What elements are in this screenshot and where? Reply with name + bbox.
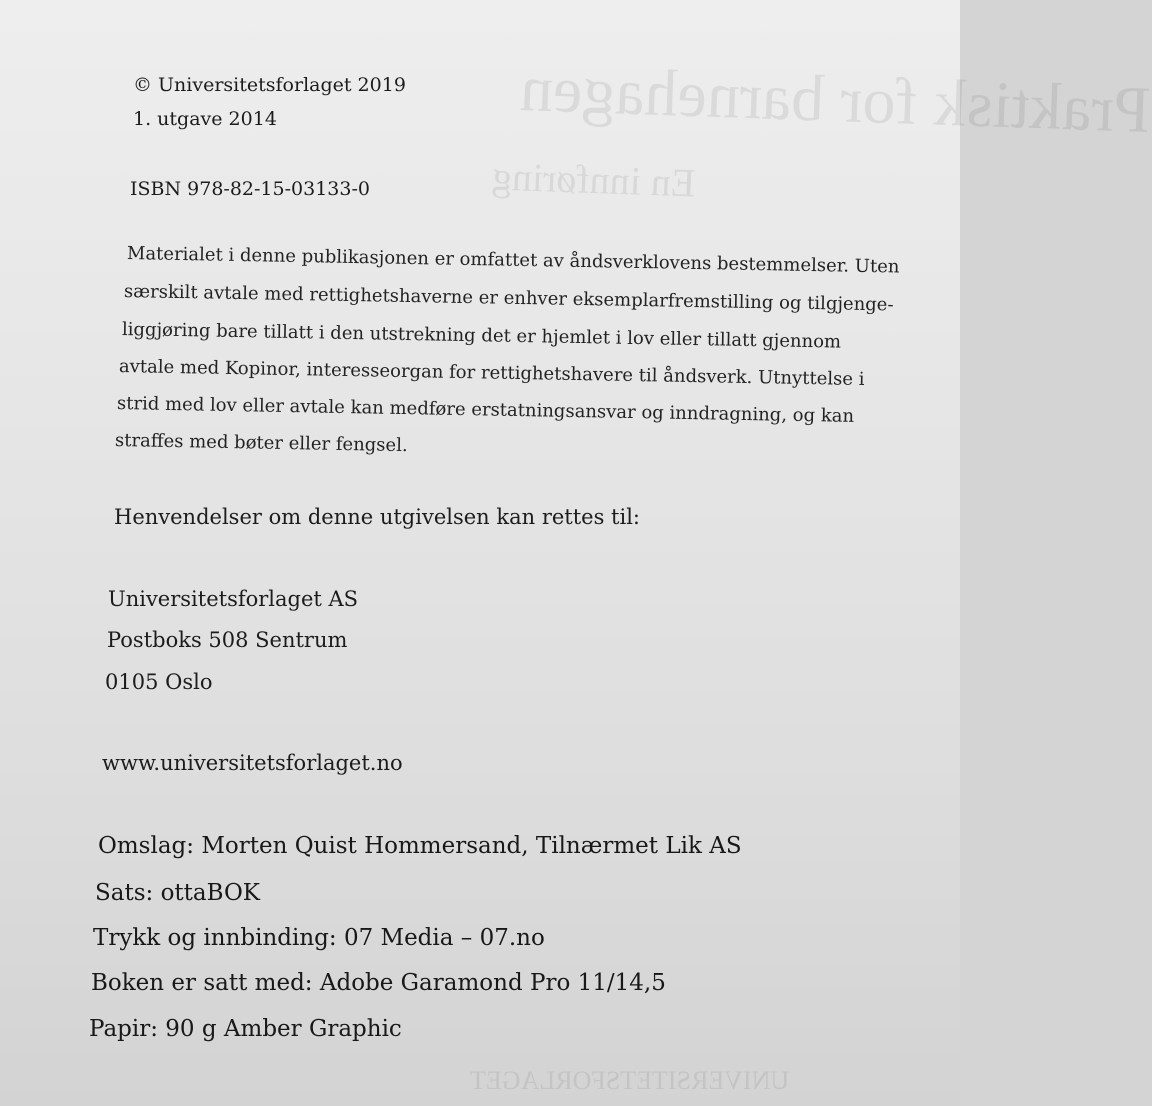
legal-paragraph-line: avtale med Kopinor, interesseorgan for rettighetshavere til åndsverk. Utnyttelse i <box>118 356 865 391</box>
show-through-title: Praktisk for barnehagen <box>518 52 1152 147</box>
legal-paragraph-line: Materialet i denne publikasjonen er omfattet av åndsverklovens bestemmelser. Uten <box>126 243 900 278</box>
legal-paragraph-line: straffes med bøter eller fengsel. <box>114 430 408 457</box>
contact-intro: Henvendelser om denne utgivelsen kan rettes til: <box>114 505 640 529</box>
credit-typeface: Boken er satt med: Adobe Garamond Pro 11/14,5 <box>91 970 666 996</box>
credit-paper: Papir: 90 g Amber Graphic <box>89 1016 402 1042</box>
publisher-name: Universitetsforlaget AS <box>108 587 359 611</box>
copyright-line: © Universitetsforlaget 2019 <box>133 74 406 96</box>
legal-paragraph-line: særskilt avtale med rettighetshaverne er enhver eksemplarfremstilling og tilgjenge- <box>123 281 894 316</box>
isbn-line: ISBN 978-82-15-03133-0 <box>130 178 370 200</box>
legal-paragraph-line: liggjøring bare tillatt i den utstrekning det er hjemlet i lov eller tillatt gjennom <box>121 319 842 353</box>
show-through-publisher: UNIVERSITETSFORLAGET <box>470 1066 790 1095</box>
credit-printing: Trykk og innbinding: 07 Media – 07.no <box>93 925 545 951</box>
publisher-street: Postboks 508 Sentrum <box>107 628 348 652</box>
legal-paragraph-line: strid med lov eller avtale kan medføre erstatningsansvar og inndragning, og kan <box>116 393 855 427</box>
publisher-city: 0105 Oslo <box>105 670 213 694</box>
publisher-website: www.universitetsforlaget.no <box>102 751 403 775</box>
credit-typesetting: Sats: ottaBOK <box>95 880 260 906</box>
show-through-subtitle: En innføring <box>491 153 697 206</box>
credit-cover: Omslag: Morten Quist Hommersand, Tilnærmet Lik AS <box>98 833 742 859</box>
edition-line: 1. utgave 2014 <box>133 108 277 130</box>
